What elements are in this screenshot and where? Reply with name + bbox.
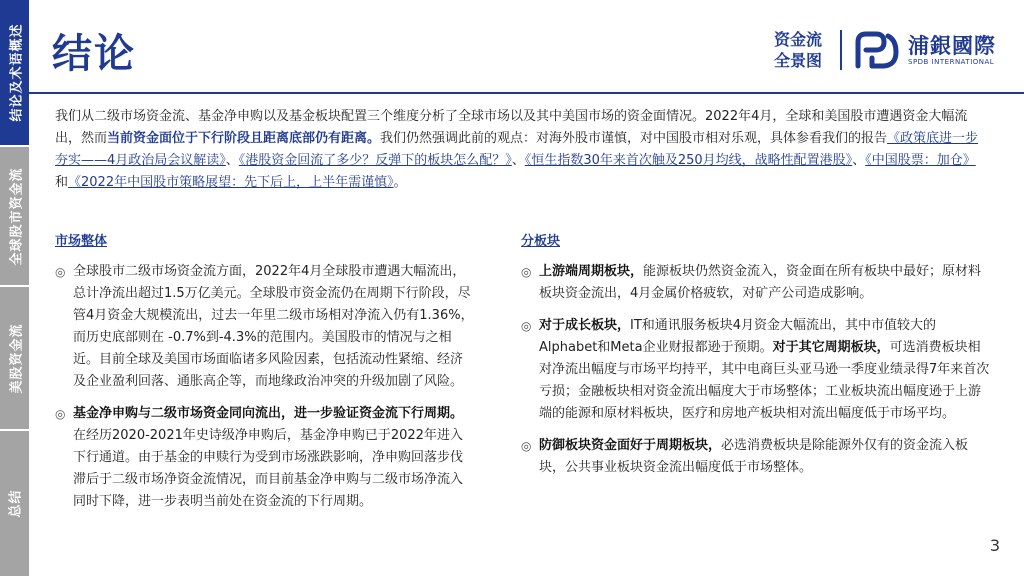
intro-sep-2: 、 <box>511 153 525 168</box>
intro-sep-3: 、 <box>852 153 866 168</box>
list-item <box>55 403 475 513</box>
tab-global-equity-flow[interactable] <box>0 147 29 285</box>
report-link-hk-inflow[interactable]: 《港股资金回流了多少？反弹下的板块怎么配？》 <box>238 153 512 168</box>
intro-end: 。 <box>393 175 407 190</box>
bullet-circle-icon: ◎ <box>55 407 66 421</box>
tab-us-equity-flow[interactable] <box>0 287 29 429</box>
tab-global-equity-flow-label: 全球股市资金流 <box>9 166 25 266</box>
bullet-circle-icon: ◎ <box>521 265 532 279</box>
bullet-lead: 防御板块资金面好于周期板块， <box>539 438 722 453</box>
intro-text-part2: 我们仍然强调此前的观点：对海外股市谨慎，对中国股市相对乐观，具体参看我们的报告 <box>380 131 888 146</box>
list-item <box>521 315 991 425</box>
intro-paragraph <box>55 106 985 194</box>
brand-name-en: SPDB INTERNATIONAL <box>908 58 995 66</box>
intro-text-part1: 我们从二级市场资金流、基金净申购以及基金板块配置三个维度分析了全球市场以及其中美国市场的资金面情况。2022年4月，全球和美国股市遭遇资金大幅流出，然而 <box>55 109 968 146</box>
list-item <box>521 261 991 305</box>
bullet-text: 能源板块仍然资金流入，资金面在所有板块中最好；原材料板块资金流出，4月金属价格疲软，对矿产公司造成影响。 <box>539 264 982 301</box>
brand-separator <box>840 30 842 70</box>
list-item <box>521 435 991 479</box>
sector-heading: 分板块 <box>521 234 561 249</box>
page-number: 3 <box>989 536 1000 555</box>
intro-sep-1: 、 <box>225 153 239 168</box>
bullet-text: 在经历2020-2021年史诗级净申购后，基金净申购已于2022年进入下行通道。由于基金的申赎行为受到市场涨跌影响，净申购回落步伐滞后于二级市场净资金流情况，而目前基金净申购与二级市场净流入同时下降，进一步表明当前处在资金流的下行周期。 <box>73 428 464 509</box>
tab-summary[interactable] <box>0 431 29 576</box>
bullet-circle-icon: ◎ <box>521 439 532 453</box>
header-divider <box>29 92 1024 94</box>
bullet-text: IT和通讯服务板块4月资金大幅流出，其中市值较大的Alphabet和Meta企业财报都逊于预期。 <box>539 318 937 355</box>
sector-section <box>521 230 991 489</box>
bullet-lead: 对于成长板块， <box>539 318 631 333</box>
tab-conclusion[interactable] <box>0 0 29 145</box>
brand-name: 浦銀國際 <box>908 34 996 58</box>
brand-name-block <box>908 34 996 66</box>
bullet-circle-icon: ◎ <box>55 265 66 279</box>
bullet-text: 必选消费板块是除能源外仅有的资金流入板块，公共事业板块资金流出幅度低于市场整体。 <box>539 438 969 475</box>
report-link-policy-bottom[interactable]: 《政策底进一步夯实——4月政治局会议解读》 <box>55 131 979 168</box>
bullet-text-secondary: 可选消费板块相对净流出幅度与市场平均持平，其中电商巨头亚马逊一季度业绩录得7年来首次亏损；金融板块相对资金流出幅度大于市场整体；工业板块流出幅度逊于上游端的能源和原材料板块，医疗和房地产板块相对流出幅度低于市场平均。 <box>539 340 990 421</box>
brand-series-line1: 资金流 <box>773 30 822 49</box>
tab-conclusion-label: 结论及术语概述 <box>9 23 25 122</box>
brand-header <box>768 28 996 72</box>
tab-us-equity-flow-label: 美股资金流 <box>9 322 25 394</box>
bullet-lead-secondary: 对于其它周期板块， <box>772 340 890 355</box>
bullet-text: 全球股市二级市场资金流方面，2022年4月全球股市遭遇大幅流出，总计净流出超过1.5万亿美元。全球股市资金流仍在周期下行阶段，尽管4月资金大规模流出，过去一年里二级市场相对净流入仍有1.36%，而历史底部则在 -0.7%到-4.3%的范围内。美国股市的情况与之相近。目前全球及美国市场面临诸多风险因素，包括流动性紧缩、经济及企业盈利回落、通胀高企等，而地缘政治冲突的升级加剧了风险。 <box>73 264 474 389</box>
market-overall-heading: 市场整体 <box>55 234 108 249</box>
report-link-hsi-250ma[interactable]: 《恒生指数30年来首次触及250月均线，战略性配置港股》 <box>524 153 853 168</box>
sidebar-nav <box>0 0 29 576</box>
spdb-logo-icon <box>852 28 902 72</box>
bullet-circle-icon: ◎ <box>521 319 532 333</box>
bullet-lead: 基金净申购与二级市场资金同向流出，进一步验证资金流下行周期。 <box>73 406 464 421</box>
brand-series-line2: 全景图 <box>773 51 822 70</box>
intro-highlight: 当前资金面位于下行阶段且距离底部仍有距离。 <box>107 131 381 146</box>
intro-sep-4: 和 <box>55 175 69 190</box>
brand-series-title <box>768 29 828 71</box>
market-overall-section <box>55 230 475 523</box>
list-item <box>55 261 475 393</box>
report-link-2022-strategy[interactable]: 《2022年中国股市策略展望：先下后上，上半年需谨慎》 <box>68 175 394 190</box>
bullet-lead: 上游端周期板块， <box>539 264 644 279</box>
tab-summary-label: 总结 <box>8 489 24 518</box>
report-link-china-equity[interactable]: 《中国股票：加仓》 <box>865 153 976 168</box>
page-title: 结论 <box>52 31 136 77</box>
